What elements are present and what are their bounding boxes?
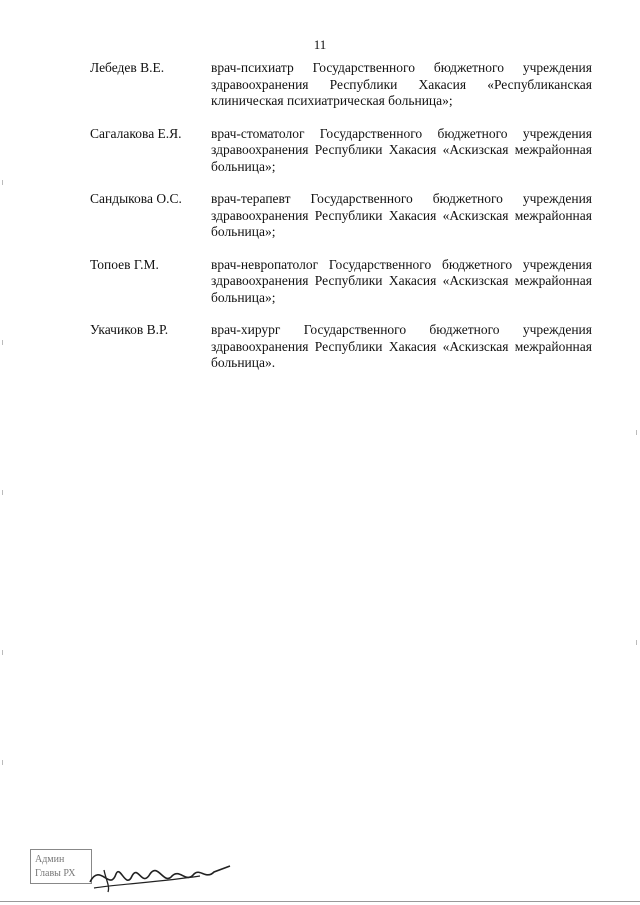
scan-mark [2, 760, 3, 765]
scan-mark [2, 340, 3, 345]
list-item [90, 191, 592, 241]
scan-mark [2, 490, 3, 495]
person-position: врач-стоматолог Государственного бюджетного учреждения здравоохранения Республики Хакасия «Аскизская межрайонная больница»; [211, 125, 592, 174]
list-item [90, 126, 592, 176]
scan-mark [636, 430, 637, 435]
scan-mark [2, 180, 3, 185]
entry-list [90, 60, 592, 388]
page-number: 11 [313, 37, 327, 52]
page-edge [0, 901, 640, 902]
person-name: Сагалакова Е.Я. [90, 125, 182, 141]
signature-image [80, 852, 240, 897]
list-item [90, 60, 592, 110]
list-item [90, 257, 592, 307]
stamp-line: Главы РХ [35, 868, 76, 879]
person-position: врач-невропатолог Государственного бюджетного учреждения здравоохранения Республики Хакасия «Аскизская межрайонная больница»; [211, 256, 592, 305]
person-position: врач-хирург Государственного бюджетного учреждения здравоохранения Республики Хакасия «Аскизская межрайонная больница». [211, 322, 592, 370]
person-name: Сандыкова О.С. [90, 191, 182, 206]
person-name: Укачиков В.Р. [90, 322, 169, 337]
scan-mark [636, 640, 637, 645]
scan-mark [2, 650, 3, 655]
person-position: врач-психиатр Государственного бюджетного учреждения здравоохранения Республики Хакасия «Республиканская клиническая психиатрическая больница»; [211, 60, 592, 108]
list-item [90, 322, 592, 372]
stamp-line: Админ [35, 854, 65, 865]
person-name: Лебедев В.Е. [90, 60, 165, 75]
person-position: врач-терапевт Государственного бюджетного учреждения здравоохранения Республики Хакасия «Аскизская межрайонная больница»; [211, 191, 592, 239]
person-name: Топоев Г.М. [90, 256, 159, 272]
